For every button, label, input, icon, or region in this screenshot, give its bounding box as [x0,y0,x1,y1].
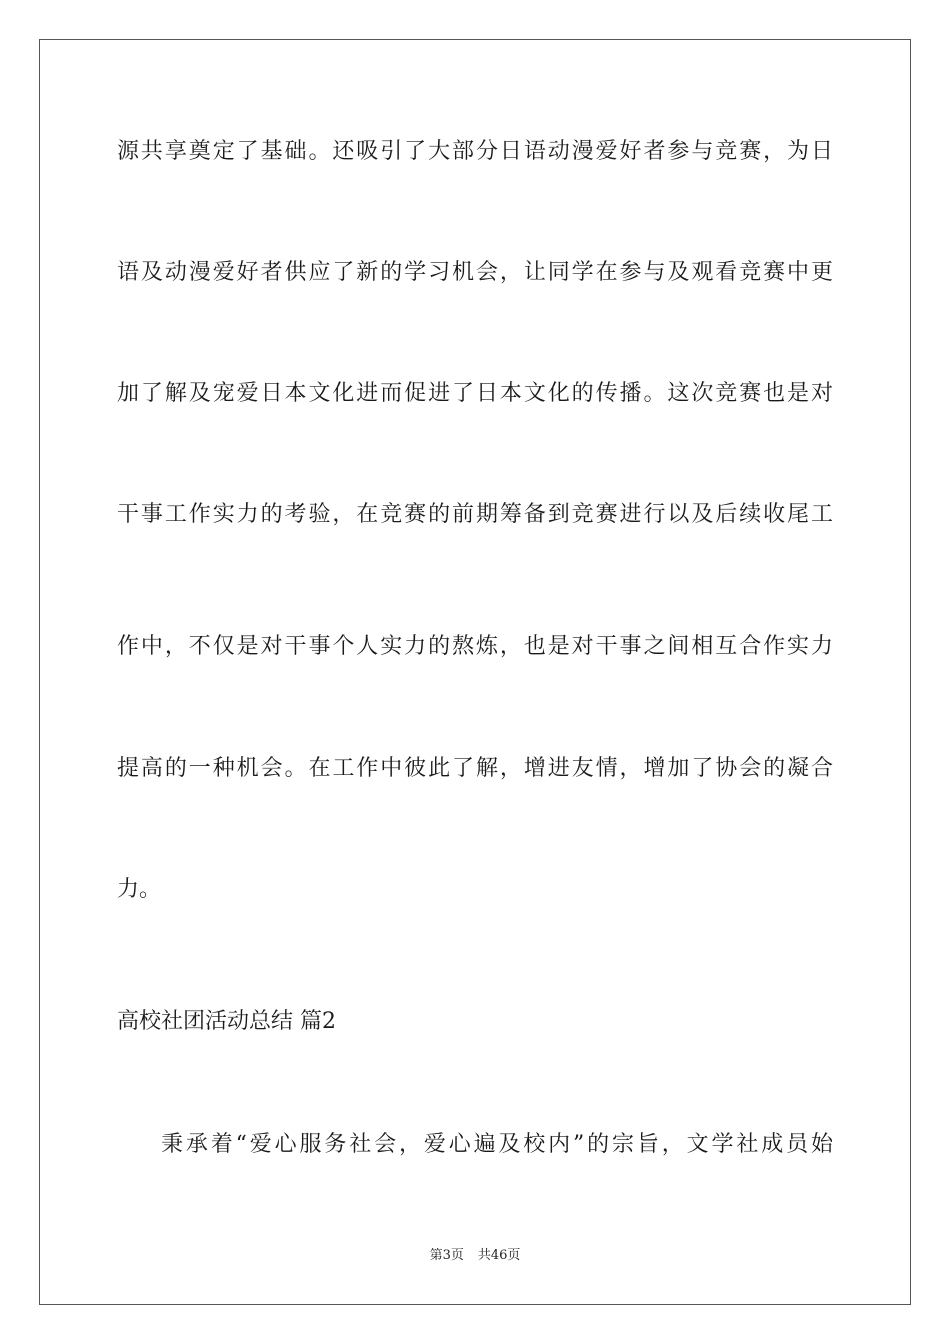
body-line-6: 提高的一种机会。在工作中彼此了解，增进友情，增加了协会的凝合 [117,756,833,781]
page-footer [0,1247,950,1265]
body-line-2: 语及动漫爱好者供应了新的学习机会，让同学在参与及观看竞赛中更 [117,260,833,285]
page-number: 第3页 [429,1248,464,1263]
total-pages: 共46页 [477,1248,521,1263]
section-first-line: 秉承着“爱心服务社会，爱心遍及校内”的宗旨，文学社成员始 [161,1132,833,1157]
page-border [39,39,911,1305]
body-line-7: 力。 [117,877,162,902]
body-line-1: 源共享奠定了基础。还吸引了大部分日语动漫爱好者参与竞赛，为日 [117,139,833,164]
section-heading: 高校社团活动总结 篇2 [117,1009,336,1034]
body-line-4: 干事工作实力的考验，在竞赛的前期筹备到竞赛进行以及后续收尾工 [117,502,833,527]
body-line-3: 加了解及宠爱日本文化进而促进了日本文化的传播。这次竞赛也是对 [117,381,833,406]
body-line-5: 作中，不仅是对干事个人实力的熬炼，也是对干事之间相互合作实力 [117,634,833,659]
